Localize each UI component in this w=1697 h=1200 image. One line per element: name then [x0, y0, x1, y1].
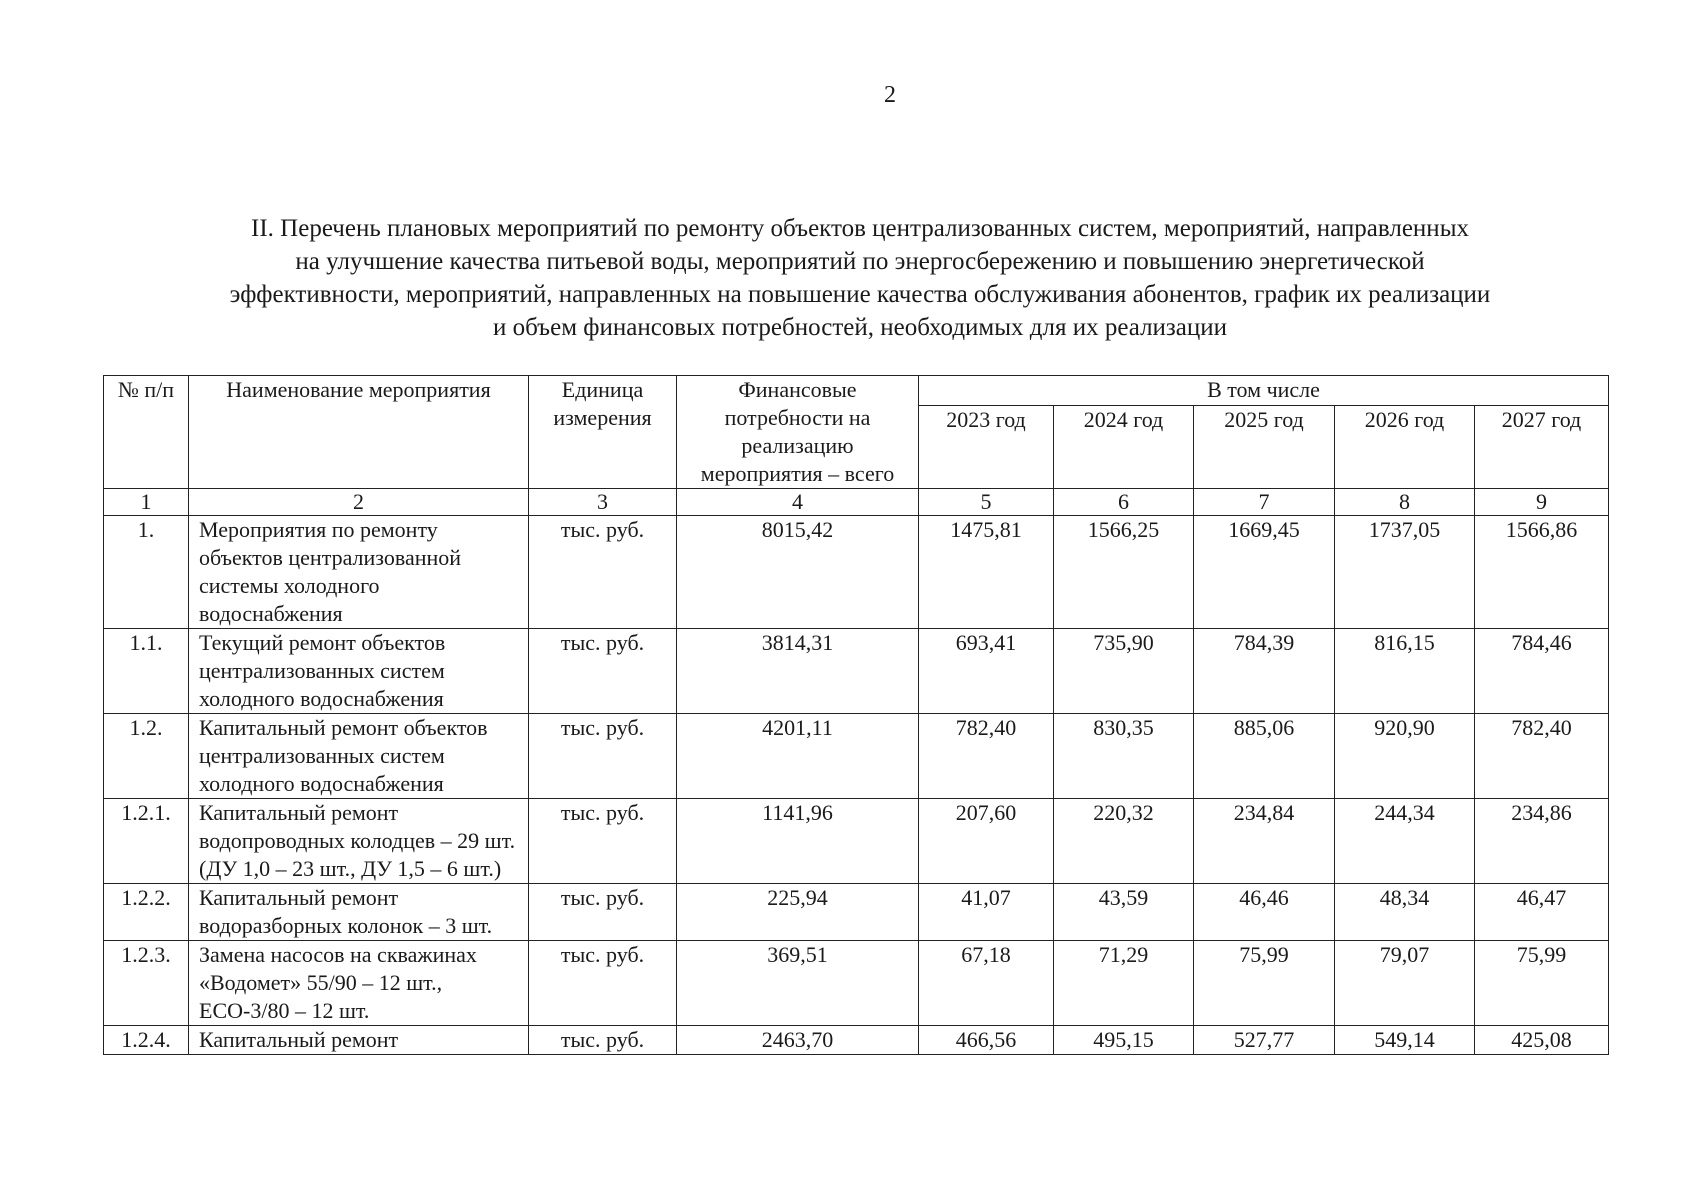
total-cell: 4201,11: [677, 714, 919, 799]
year-value-cell: 207,60: [919, 799, 1054, 884]
year-value-cell: 466,56: [919, 1026, 1054, 1055]
table-header-row: [104, 376, 1609, 406]
title-line: II. Перечень плановых мероприятий по ремонту объектов централизованных систем, мероприятий, направленных: [251, 215, 1469, 242]
table-row: [104, 714, 1609, 799]
row-number: 1.: [104, 516, 189, 629]
header-name: Наименование мероприятия: [189, 376, 529, 489]
row-number: 1.2.3.: [104, 941, 189, 1026]
year-value-cell: 784,46: [1475, 629, 1609, 714]
year-value-cell: 75,99: [1475, 941, 1609, 1026]
row-number: 1.2.2.: [104, 884, 189, 941]
year-value-cell: 1566,25: [1054, 516, 1194, 629]
column-number: 4: [677, 489, 919, 516]
year-value-cell: 527,77: [1194, 1026, 1335, 1055]
unit-cell: тыс. руб.: [529, 714, 677, 799]
table-row: [104, 1026, 1609, 1055]
table-row: [104, 941, 1609, 1026]
column-number: 3: [529, 489, 677, 516]
year-value-cell: 1669,45: [1194, 516, 1335, 629]
year-value-cell: 830,35: [1054, 714, 1194, 799]
year-value-cell: 549,14: [1335, 1026, 1475, 1055]
page-number: 2: [884, 82, 896, 108]
activity-name: Капитальный ремонт водопроводных колодцев – 29 шт. (ДУ 1,0 – 23 шт., ДУ 1,5 – 6 шт.): [189, 799, 529, 884]
activity-name: Текущий ремонт объектов централизованных систем холодного водоснабжения: [189, 629, 529, 714]
year-value-cell: 67,18: [919, 941, 1054, 1026]
unit-cell: тыс. руб.: [529, 629, 677, 714]
year-value-cell: 41,07: [919, 884, 1054, 941]
year-value-cell: 1737,05: [1335, 516, 1475, 629]
year-value-cell: 425,08: [1475, 1026, 1609, 1055]
activities-table: [103, 375, 1609, 1055]
total-cell: 8015,42: [677, 516, 919, 629]
year-value-cell: 48,34: [1335, 884, 1475, 941]
table-row: [104, 516, 1609, 629]
row-number: 1.2.1.: [104, 799, 189, 884]
unit-cell: тыс. руб.: [529, 884, 677, 941]
year-value-cell: 43,59: [1054, 884, 1194, 941]
year-value-cell: 46,46: [1194, 884, 1335, 941]
document-title: [110, 212, 1610, 344]
activity-name: Замена насосов на скважинах «Водомет» 55/90 – 12 шт., ЕСО-3/80 – 12 шт.: [189, 941, 529, 1026]
year-value-cell: 234,84: [1194, 799, 1335, 884]
year-value-cell: 782,40: [919, 714, 1054, 799]
unit-cell: тыс. руб.: [529, 516, 677, 629]
table-row: [104, 884, 1609, 941]
column-number: 8: [1335, 489, 1475, 516]
header-year: 2027 год: [1475, 405, 1609, 488]
title-line: эффективности, мероприятий, направленных на повышение качества обслуживания абонентов, график их реализации: [229, 281, 1491, 308]
unit-cell: тыс. руб.: [529, 941, 677, 1026]
header-year: 2025 год: [1194, 405, 1335, 488]
year-value-cell: 220,32: [1054, 799, 1194, 884]
year-value-cell: 46,47: [1475, 884, 1609, 941]
column-number: 9: [1475, 489, 1609, 516]
year-value-cell: 71,29: [1054, 941, 1194, 1026]
row-number: 1.2.4.: [104, 1026, 189, 1055]
row-number: 1.1.: [104, 629, 189, 714]
unit-cell: тыс. руб.: [529, 799, 677, 884]
year-value-cell: 782,40: [1475, 714, 1609, 799]
year-value-cell: 735,90: [1054, 629, 1194, 714]
year-value-cell: 784,39: [1194, 629, 1335, 714]
header-unit: Единица измерения: [529, 376, 677, 489]
header-total: Финансовые потребности на реализацию мероприятия – всего: [677, 376, 919, 489]
title-line: на улучшение качества питьевой воды, мероприятий по энергосбережению и повышению энергетической: [295, 248, 1425, 275]
total-cell: 225,94: [677, 884, 919, 941]
activity-name: Капитальный ремонт водоразборных колонок – 3 шт.: [189, 884, 529, 941]
year-value-cell: 75,99: [1194, 941, 1335, 1026]
column-number-row: [104, 489, 1609, 516]
total-cell: 1141,96: [677, 799, 919, 884]
table-row: [104, 799, 1609, 884]
unit-cell: тыс. руб.: [529, 1026, 677, 1055]
total-cell: 3814,31: [677, 629, 919, 714]
year-value-cell: 244,34: [1335, 799, 1475, 884]
total-cell: 2463,70: [677, 1026, 919, 1055]
header-year: 2026 год: [1335, 405, 1475, 488]
table-row: [104, 629, 1609, 714]
header-no: № п/п: [104, 376, 189, 489]
year-value-cell: 79,07: [1335, 941, 1475, 1026]
header-year: 2024 год: [1054, 405, 1194, 488]
activity-name: Капитальный ремонт: [189, 1026, 529, 1055]
year-value-cell: 495,15: [1054, 1026, 1194, 1055]
header-year: 2023 год: [919, 405, 1054, 488]
column-number: 5: [919, 489, 1054, 516]
total-cell: 369,51: [677, 941, 919, 1026]
title-line: и объем финансовых потребностей, необходимых для их реализации: [492, 314, 1228, 341]
year-value-cell: 1566,86: [1475, 516, 1609, 629]
year-value-cell: 693,41: [919, 629, 1054, 714]
activity-name: Мероприятия по ремонту объектов централизованной системы холодного водоснабжения: [189, 516, 529, 629]
activity-name: Капитальный ремонт объектов централизованных систем холодного водоснабжения: [189, 714, 529, 799]
year-value-cell: 885,06: [1194, 714, 1335, 799]
year-value-cell: 920,90: [1335, 714, 1475, 799]
column-number: 1: [104, 489, 189, 516]
column-number: 2: [189, 489, 529, 516]
year-value-cell: 816,15: [1335, 629, 1475, 714]
year-value-cell: 1475,81: [919, 516, 1054, 629]
row-number: 1.2.: [104, 714, 189, 799]
year-value-cell: 234,86: [1475, 799, 1609, 884]
column-number: 7: [1194, 489, 1335, 516]
header-including: В том числе: [919, 376, 1609, 406]
column-number: 6: [1054, 489, 1194, 516]
